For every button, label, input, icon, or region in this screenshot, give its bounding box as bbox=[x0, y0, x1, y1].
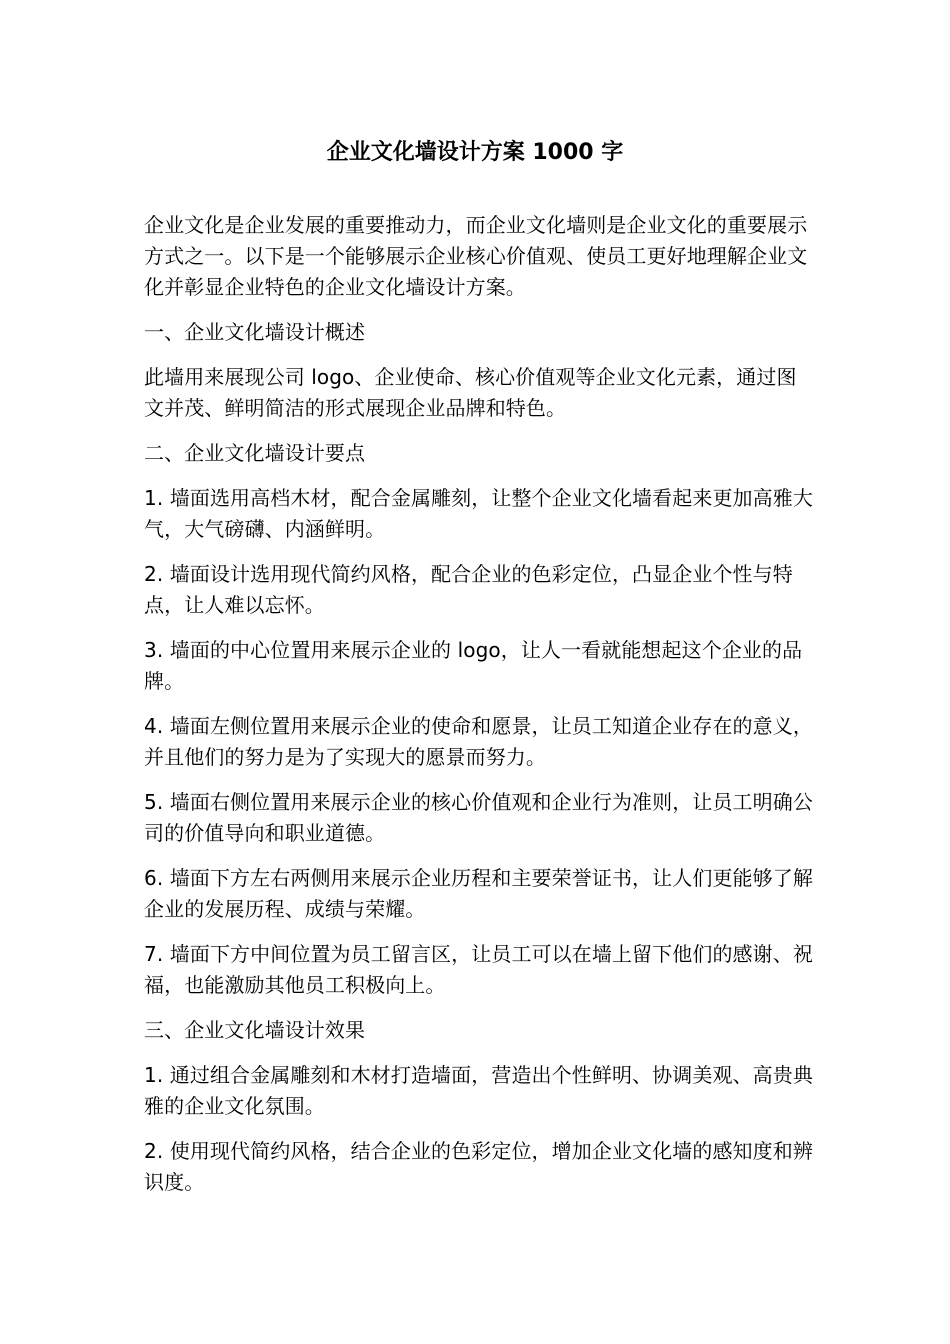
list-item-effect-1: 1. 通过组合金属雕刻和木材打造墙面，营造出个性鲜明、协调美观、高贵典雅的企业文化氛围。 bbox=[144, 1063, 813, 1118]
list-item-effect-2: 2. 使用现代简约风格，结合企业的色彩定位，增加企业文化墙的感知度和辨识度。 bbox=[144, 1139, 813, 1194]
list-item-key-point-3: 3. 墙面的中心位置用来展示企业的 logo，让人一看就能想起这个企业的品牌。 bbox=[144, 638, 803, 693]
paragraph-intro: 企业文化是企业发展的重要推动力，而企业文化墙则是企业文化的重要展示方式之一。以下是一个能够展示企业核心价值观、使员工更好地理解企业文化并彰显企业特色的企业文化墙设计方案。 bbox=[144, 213, 808, 299]
list-item-key-point-5: 5. 墙面右侧位置用来展示企业的核心价值观和企业行为准则，让员工明确公司的价值导向和职业道德。 bbox=[144, 790, 813, 845]
list-item-key-point-6: 6. 墙面下方左右两侧用来展示企业历程和主要荣誉证书，让人们更能够了解企业的发展历程、成绩与荣耀。 bbox=[144, 866, 813, 921]
section-heading-overview: 一、企业文化墙设计概述 bbox=[144, 320, 366, 344]
list-item-key-point-7: 7. 墙面下方中间位置为员工留言区，让员工可以在墙上留下他们的感谢、祝福，也能激励其他员工积极向上。 bbox=[144, 942, 813, 997]
section-heading-effects: 三、企业文化墙设计效果 bbox=[144, 1018, 366, 1042]
list-item-key-point-2: 2. 墙面设计选用现代简约风格，配合企业的色彩定位，凸显企业个性与特点，让人难以忘怀。 bbox=[144, 562, 793, 617]
section-heading-key-points: 二、企业文化墙设计要点 bbox=[144, 441, 366, 465]
paragraph-overview: 此墙用来展现公司 logo、企业使命、核心价值观等企业文化元素，通过图文并茂、鲜明简洁的形式展现企业品牌和特色。 bbox=[144, 365, 797, 420]
document-body bbox=[144, 210, 814, 1212]
document-title: 企业文化墙设计方案 1000 字 bbox=[326, 140, 624, 165]
list-item-key-point-1: 1. 墙面选用高档木材，配合金属雕刻，让整个企业文化墙看起来更加高雅大气，大气磅礴、内涵鲜明。 bbox=[144, 486, 813, 541]
list-item-key-point-4: 4. 墙面左侧位置用来展示企业的使命和愿景，让员工知道企业存在的意义，并且他们的努力是为了实现大的愿景而努力。 bbox=[144, 714, 813, 769]
